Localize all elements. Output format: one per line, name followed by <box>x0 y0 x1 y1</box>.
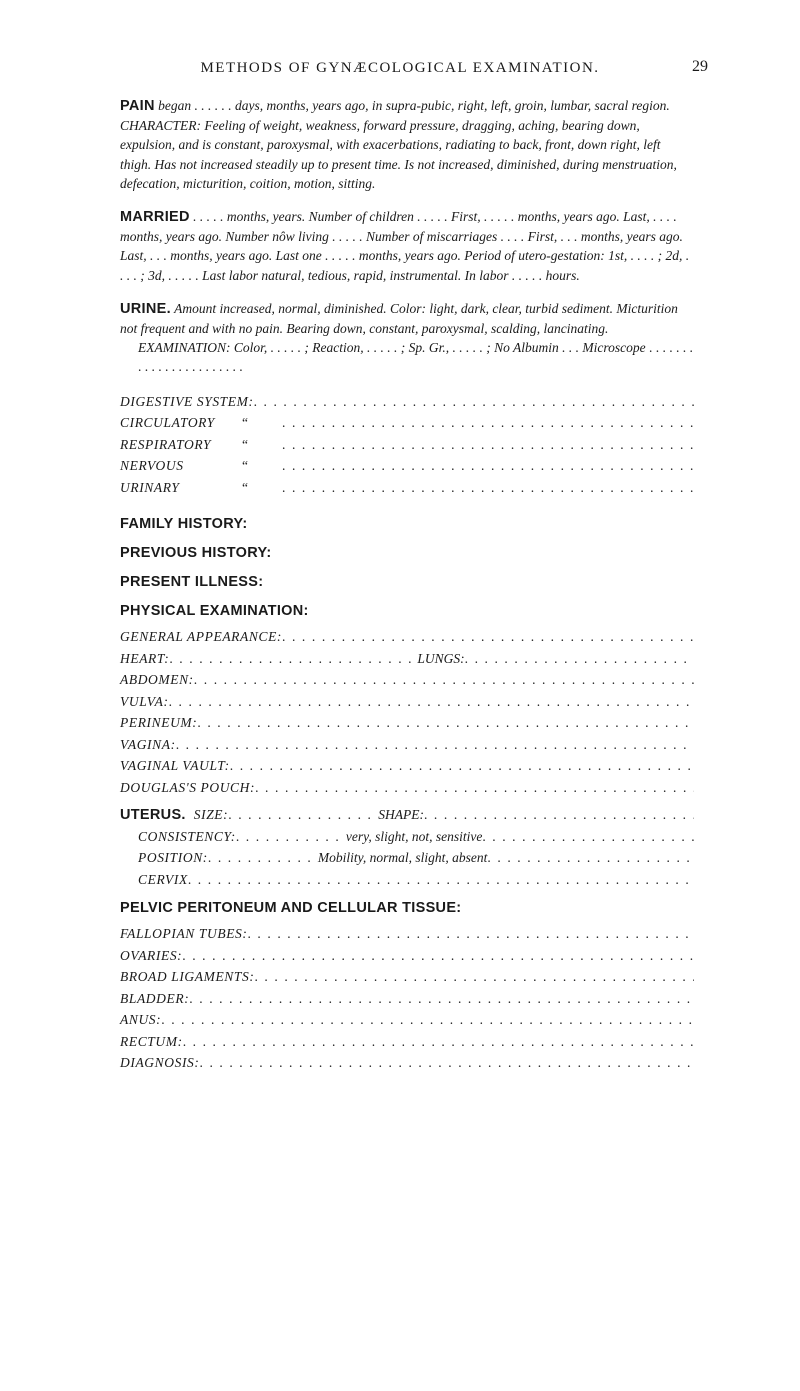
pelvic-line-diagnosis <box>120 1052 694 1074</box>
urine-text: Amount increased, normal, diminished. Color: light, dark, clear, turbid sediment. Micturition not frequent and with no pain. Bearing down, constant, paroxysmal, scalding, lancinating. <box>120 300 678 337</box>
dot-leader <box>161 1009 694 1031</box>
dot-leader <box>183 1031 694 1053</box>
pelvic-label: RECTUM: <box>120 1033 183 1049</box>
uterus-section <box>120 804 694 890</box>
dot-leader <box>487 847 694 869</box>
ditto-mark: “ <box>242 458 248 474</box>
dot-leader <box>228 804 378 826</box>
physical-exam-list <box>120 626 694 798</box>
married-section <box>120 207 694 285</box>
position-label: POSITION: <box>138 850 208 866</box>
pain-text-1: began . . . . . . days, months, years ago, in supra-pubic, right, left, groin, lumbar, sacral region. <box>154 98 670 113</box>
dot-leader <box>255 777 694 799</box>
dot-leader <box>282 412 694 434</box>
dot-leader <box>200 1052 695 1074</box>
dot-leader <box>282 477 694 499</box>
urine-examination <box>120 338 694 376</box>
system-line-circulatory <box>120 412 694 434</box>
ditto-mark: “ <box>242 436 248 452</box>
system-line-respiratory <box>120 434 694 456</box>
page-header <box>0 60 800 84</box>
physical-examination-heading: PHYSICAL EXAMINATION: <box>120 603 309 620</box>
exam-label: PERINEUM: <box>120 715 198 731</box>
ditto-mark: “ <box>242 479 248 495</box>
pelvic-list <box>120 923 694 1074</box>
cervix-label: CERVIX <box>138 871 188 887</box>
uterus-line-cervix <box>120 869 694 891</box>
system-label: URINARY <box>120 479 180 495</box>
married-heading: MARRIED <box>120 209 190 226</box>
previous-history-heading: PREVIOUS HISTORY: <box>120 545 272 562</box>
diagnosis-label: DIAGNOSIS: <box>120 1055 200 1071</box>
dot-leader <box>282 434 694 456</box>
exam-line-general-appearance <box>120 626 694 648</box>
pelvic-line-fallopian-tubes <box>120 923 694 945</box>
form-content <box>120 96 694 1074</box>
pelvic-label: BLADDER: <box>120 990 190 1006</box>
shape-label: SHAPE: <box>378 807 424 823</box>
exam-line-vagina <box>120 734 694 756</box>
pain-text-2: Feeling of weight, weakness, forward pressure, dragging, aching, bearing down, expulsion, and is constant, paroxysmal, with exacerbations, radiating to back, front, down right, left thigh. Has not increased steadily up to present time. Is not increased, diminished, during menstruation, defecation, micturition, coition, motion, sitting. <box>120 118 677 191</box>
system-label: RESPIRATORY <box>120 436 212 452</box>
dot-leader <box>230 755 694 777</box>
exam-label: GENERAL APPEARANCE: <box>120 629 283 645</box>
pelvic-label: OVARIES: <box>120 947 183 963</box>
running-head: METHODS OF GYNÆCOLOGICAL EXAMINATION. <box>200 60 600 76</box>
systems-list <box>120 391 694 499</box>
uterus-line-consistency <box>120 826 694 848</box>
exam-line-heart-lungs <box>120 648 694 670</box>
urine-exam-dots: . . . . . . . . . . . . . . . . . . . . . . . <box>138 340 693 375</box>
dot-leader <box>254 966 694 988</box>
dot-leader <box>282 626 694 648</box>
dot-leader <box>424 804 694 826</box>
position-options: Mobility, normal, slight, absent <box>317 850 488 866</box>
pelvic-label: FALLOPIAN TUBES: <box>120 926 248 942</box>
pelvic-label: ANUS: <box>120 1012 162 1028</box>
ditto-mark: “ <box>242 415 248 431</box>
married-text: . . . . . months, years. Number of children . . . . . First, . . . . . months, years ago. Last, . . . . months, years ago. Number nôw living . . . . . Number of miscarriages . . . . First, . . . months, years ago. Last, . . . months, years ago. Last one . . . . . months, years ago. Period of utero-gestation: 1st, . . . . ; 2d, . . . . ; 3d, . . . . . Last labor natural, tedious, rapid, instrumental. In labor . . . . . hours. <box>120 209 690 283</box>
dot-leader <box>169 648 417 670</box>
system-label: NERVOUS <box>120 458 184 474</box>
exam-label: DOUGLAS'S POUCH: <box>120 779 256 795</box>
dot-leader <box>189 988 694 1010</box>
dot-leader <box>236 826 346 848</box>
pelvic-heading: PELVIC PERITONEUM AND CELLULAR TISSUE: <box>120 900 462 917</box>
dot-leader <box>482 826 694 848</box>
pelvic-line-ovaries <box>120 945 694 967</box>
size-label: SIZE: <box>193 807 229 823</box>
pain-section <box>120 96 694 193</box>
pelvic-line-anus <box>120 1009 694 1031</box>
dot-leader <box>169 691 694 713</box>
family-history-heading: FAMILY HISTORY: <box>120 516 248 533</box>
dot-leader <box>208 847 318 869</box>
pelvic-line-bladder <box>120 988 694 1010</box>
pelvic-line-broad-ligaments <box>120 966 694 988</box>
dot-leader <box>188 869 694 891</box>
exam-label: VULVA: <box>120 693 169 709</box>
lungs-label: LUNGS: <box>417 650 465 666</box>
pain-heading: PAIN <box>120 98 155 114</box>
dot-leader <box>182 945 694 967</box>
pelvic-line-rectum <box>120 1031 694 1053</box>
dot-leader <box>254 391 694 413</box>
system-line-nervous <box>120 455 694 477</box>
system-line-urinary <box>120 477 694 499</box>
uterus-line-position <box>120 847 694 869</box>
page-number: 29 <box>692 58 708 75</box>
heart-label: HEART: <box>120 650 170 666</box>
consistency-label: CONSISTENCY: <box>138 828 236 844</box>
exam-line-vaginal-vault <box>120 755 694 777</box>
present-illness-heading: PRESENT ILLNESS: <box>120 574 264 591</box>
urine-section <box>120 299 694 338</box>
urine-heading: URINE. <box>120 300 171 317</box>
exam-line-perineum <box>120 712 694 734</box>
dot-leader <box>282 455 694 477</box>
dot-leader <box>194 669 694 691</box>
pelvic-label: BROAD LIGAMENTS: <box>120 969 255 985</box>
urine-exam-text: EXAMINATION: Color, . . . . . ; Reaction, . . . . . ; Sp. Gr., . . . . . ; No Albumin . . . Microscope <box>138 340 646 356</box>
pain-character-label: CHARACTER: <box>120 118 201 134</box>
exam-label: VAGINAL VAULT: <box>120 758 230 774</box>
exam-line-douglas-pouch <box>120 777 694 799</box>
exam-line-vulva <box>120 691 694 713</box>
dot-leader <box>247 923 694 945</box>
exam-label: VAGINA: <box>120 736 176 752</box>
system-label: DIGESTIVE SYSTEM: <box>120 393 254 409</box>
uterus-line-size-shape <box>120 804 694 826</box>
dot-leader <box>176 734 694 756</box>
exam-label: ABDOMEN: <box>120 672 194 688</box>
dot-leader <box>197 712 694 734</box>
system-line-digestive <box>120 391 694 413</box>
uterus-heading: UTERUS. <box>120 807 186 824</box>
system-label: CIRCULATORY <box>120 415 215 431</box>
consistency-options: very, slight, not, sensitive <box>345 828 483 844</box>
dot-leader <box>465 648 694 670</box>
exam-line-abdomen <box>120 669 694 691</box>
